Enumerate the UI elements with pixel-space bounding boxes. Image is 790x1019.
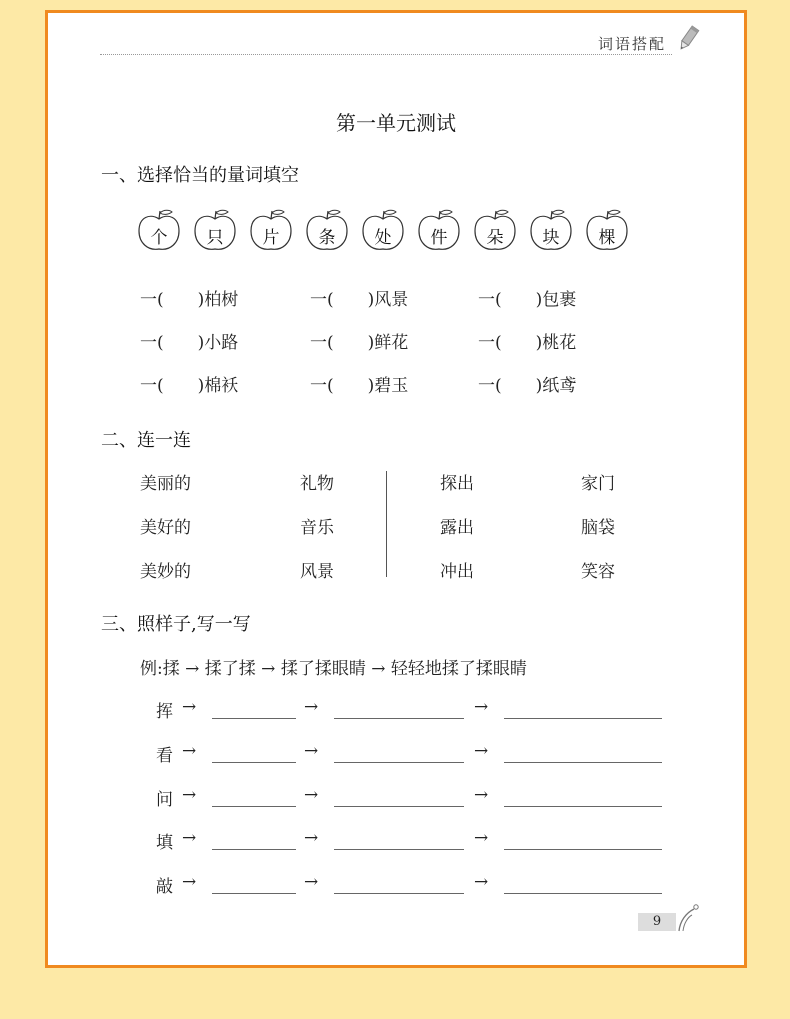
classifier-blank-item[interactable]: 一( )包裹 — [478, 290, 577, 310]
classifier-char: 条 — [318, 228, 336, 248]
arrow-icon: → — [474, 872, 489, 892]
answer-line[interactable] — [212, 849, 296, 850]
classifier-char: 片 — [262, 228, 280, 248]
arrow-icon: → — [182, 872, 197, 892]
classifier-apple — [248, 209, 294, 253]
exercise-char: 问 — [156, 790, 173, 810]
page-title: 第一单元测试 — [336, 111, 456, 135]
pencil-icon — [676, 25, 700, 53]
exercise-row — [156, 697, 666, 721]
exercise-row — [156, 741, 666, 765]
classifier-char: 朵 — [486, 228, 504, 248]
match-word[interactable]: 美好的 — [140, 518, 191, 538]
classifier-char: 棵 — [598, 228, 616, 248]
arrow-icon: → — [182, 741, 197, 761]
arrow-icon: → — [474, 697, 489, 717]
classifier-apple — [416, 209, 462, 253]
answer-line[interactable] — [334, 718, 464, 719]
example-text: 例:揉 → 揉了揉 → 揉了揉眼睛 → 轻轻地揉了揉眼睛 — [140, 659, 527, 679]
arrow-icon: → — [304, 697, 319, 717]
answer-line[interactable] — [334, 893, 464, 894]
match-word[interactable]: 脑袋 — [581, 518, 615, 538]
answer-line[interactable] — [504, 718, 662, 719]
exercise-char: 填 — [156, 833, 173, 853]
exercise-row — [156, 785, 666, 809]
classifier-char: 件 — [430, 228, 448, 248]
match-word[interactable]: 风景 — [300, 562, 334, 582]
match-word[interactable]: 探出 — [440, 474, 474, 494]
answer-line[interactable] — [504, 806, 662, 807]
match-word[interactable]: 美丽的 — [140, 474, 191, 494]
exercise-row — [156, 828, 666, 852]
arrow-icon: → — [474, 828, 489, 848]
section3-heading: 三、照样子,写一写 — [101, 614, 251, 635]
matching-divider — [386, 471, 387, 577]
classifier-blank-item[interactable]: 一( )风景 — [310, 290, 409, 310]
classifier-blank-item[interactable]: 一( )柏树 — [140, 290, 239, 310]
classifier-char: 块 — [542, 228, 560, 248]
answer-line[interactable] — [504, 762, 662, 763]
exercise-row — [156, 872, 666, 896]
classifier-apples — [136, 209, 636, 253]
answer-line[interactable] — [212, 762, 296, 763]
page-number: 9 — [638, 913, 676, 931]
classifier-blank-item[interactable]: 一( )纸鸢 — [478, 376, 577, 396]
answer-line[interactable] — [212, 718, 296, 719]
classifier-blank-item[interactable]: 一( )小路 — [140, 333, 239, 353]
arrow-icon: → — [182, 828, 197, 848]
match-word[interactable]: 笑容 — [581, 562, 615, 582]
classifier-blank-item[interactable]: 一( )棉袄 — [140, 376, 239, 396]
header-title: 词语搭配 — [597, 35, 666, 53]
exercise-char: 敲 — [156, 877, 173, 897]
classifier-apple — [472, 209, 518, 253]
section2-heading: 二、连一连 — [101, 430, 191, 451]
match-word[interactable]: 冲出 — [440, 562, 474, 582]
arrow-icon: → — [474, 741, 489, 761]
classifier-blank-item[interactable]: 一( )碧玉 — [310, 376, 409, 396]
header-divider — [100, 54, 672, 55]
classifier-apple — [584, 209, 630, 253]
classifier-char: 处 — [374, 228, 392, 248]
exercise-char: 挥 — [156, 702, 173, 722]
match-word[interactable]: 礼物 — [300, 474, 334, 494]
worksheet-page — [45, 10, 747, 968]
answer-line[interactable] — [334, 762, 464, 763]
answer-line[interactable] — [334, 849, 464, 850]
answer-line[interactable] — [504, 893, 662, 894]
classifier-apple — [304, 209, 350, 253]
swirl-decoration-icon — [676, 903, 700, 933]
arrow-icon: → — [182, 697, 197, 717]
answer-line[interactable] — [334, 806, 464, 807]
arrow-icon: → — [304, 741, 319, 761]
answer-line[interactable] — [212, 893, 296, 894]
classifier-char: 只 — [206, 228, 224, 248]
match-word[interactable]: 家门 — [581, 474, 615, 494]
classifier-apple — [136, 209, 182, 253]
classifier-blank-item[interactable]: 一( )鲜花 — [310, 333, 409, 353]
classifier-apple — [528, 209, 574, 253]
section1-heading: 一、选择恰当的量词填空 — [101, 165, 299, 186]
arrow-icon: → — [304, 828, 319, 848]
classifier-blank-item[interactable]: 一( )桃花 — [478, 333, 577, 353]
arrow-icon: → — [304, 872, 319, 892]
match-word[interactable]: 音乐 — [300, 518, 334, 538]
answer-line[interactable] — [504, 849, 662, 850]
match-word[interactable]: 美妙的 — [140, 562, 191, 582]
arrow-icon: → — [474, 785, 489, 805]
classifier-apple — [360, 209, 406, 253]
classifier-apple — [192, 209, 238, 253]
arrow-icon: → — [182, 785, 197, 805]
arrow-icon: → — [304, 785, 319, 805]
answer-line[interactable] — [212, 806, 296, 807]
classifier-char: 个 — [150, 228, 168, 248]
match-word[interactable]: 露出 — [440, 518, 474, 538]
exercise-char: 看 — [156, 746, 173, 766]
